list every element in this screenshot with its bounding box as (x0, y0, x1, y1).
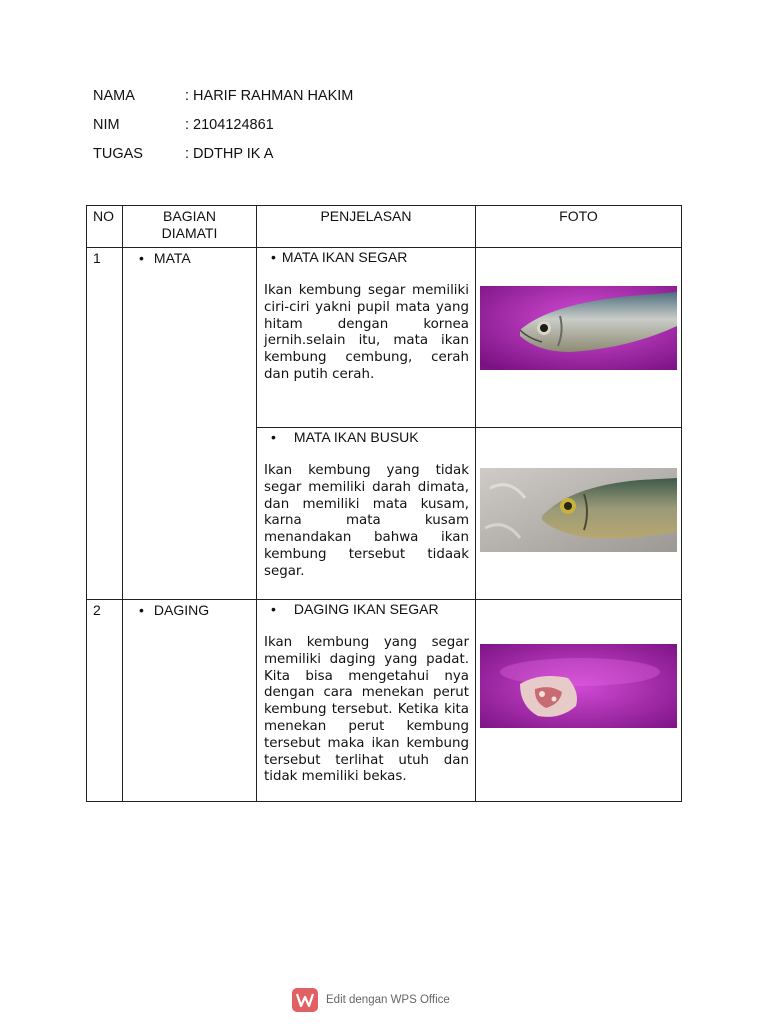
foto-cell (476, 600, 682, 802)
nim-value: : 2104124861 (185, 117, 274, 133)
row-bagian-cell (123, 600, 257, 802)
entry-text: Ikan kembung yang segar memiliki daging yang padat. Kita bisa mengetahui nya dengan cara menekan perut kembung tersebut. Ketika kita menekan perut kembung tersebut maka ikan kembung tersebut terlihat utuh dan tidak memiliki bekas. (264, 635, 469, 785)
nim-label: NIM (93, 117, 120, 133)
row-number: 2 (93, 602, 101, 618)
bagian-label: MATA (153, 250, 191, 266)
row-number: 1 (93, 250, 101, 266)
foto-cell (476, 428, 682, 600)
bullet-icon: • (139, 250, 144, 266)
col-header-foto: FOTO (476, 206, 682, 248)
entry-text: Ikan kembung segar memiliki ciri-ciri yakni pupil mata yang hitam dengan kornea jernih.selain itu, mata ikan kembung cembung, cerah dan putih cerah. (264, 283, 469, 382)
penjelasan-cell (257, 248, 476, 428)
fresh-fish-flesh-photo (480, 644, 677, 728)
rotten-fish-eye-photo (480, 468, 677, 552)
footer-text[interactable]: Edit dengan WPS Office (326, 994, 450, 1006)
penjelasan-cell (257, 428, 476, 600)
header-nama (93, 88, 353, 104)
table-header-row (87, 206, 682, 248)
header-tugas (93, 146, 273, 162)
bullet-icon: • (271, 601, 276, 617)
tugas-label: TUGAS (93, 146, 143, 162)
entry-text: Ikan kembung yang tidak segar memiliki darah dimata, dan memiliki mata kusam, karna mata kusam menandakan bahwa ikan kembung tersebut tidaak segar. (264, 463, 469, 579)
col-header-bagian: BAGIAN DIAMATI (123, 206, 257, 248)
table-row (87, 600, 682, 802)
header-nim (93, 117, 274, 133)
bagian-label: DAGING (153, 602, 210, 618)
entry-title: MATA IKAN BUSUK (293, 429, 419, 445)
entry-title: MATA IKAN SEGAR (281, 249, 408, 265)
col-header-penjelasan: PENJELASAN (257, 206, 476, 248)
col-header-no: NO (87, 206, 123, 248)
footer (292, 987, 450, 1013)
row-no-cell (87, 600, 123, 802)
observation-table (86, 205, 682, 802)
bullet-icon: • (139, 602, 144, 618)
bullet-icon: • (271, 249, 276, 265)
wps-logo-icon (292, 988, 318, 1012)
row-bagian-cell (123, 248, 257, 600)
nama-value: : HARIF RAHMAN HAKIM (185, 88, 354, 104)
entry-title: DAGING IKAN SEGAR (293, 601, 439, 617)
tugas-value: : DDTHP IK A (185, 146, 274, 162)
penjelasan-cell (257, 600, 476, 802)
nama-label: NAMA (93, 88, 135, 104)
table-row (87, 248, 682, 428)
foto-cell (476, 248, 682, 428)
bullet-icon: • (271, 429, 276, 445)
row-no-cell (87, 248, 123, 600)
fresh-fish-eye-photo (480, 286, 677, 370)
